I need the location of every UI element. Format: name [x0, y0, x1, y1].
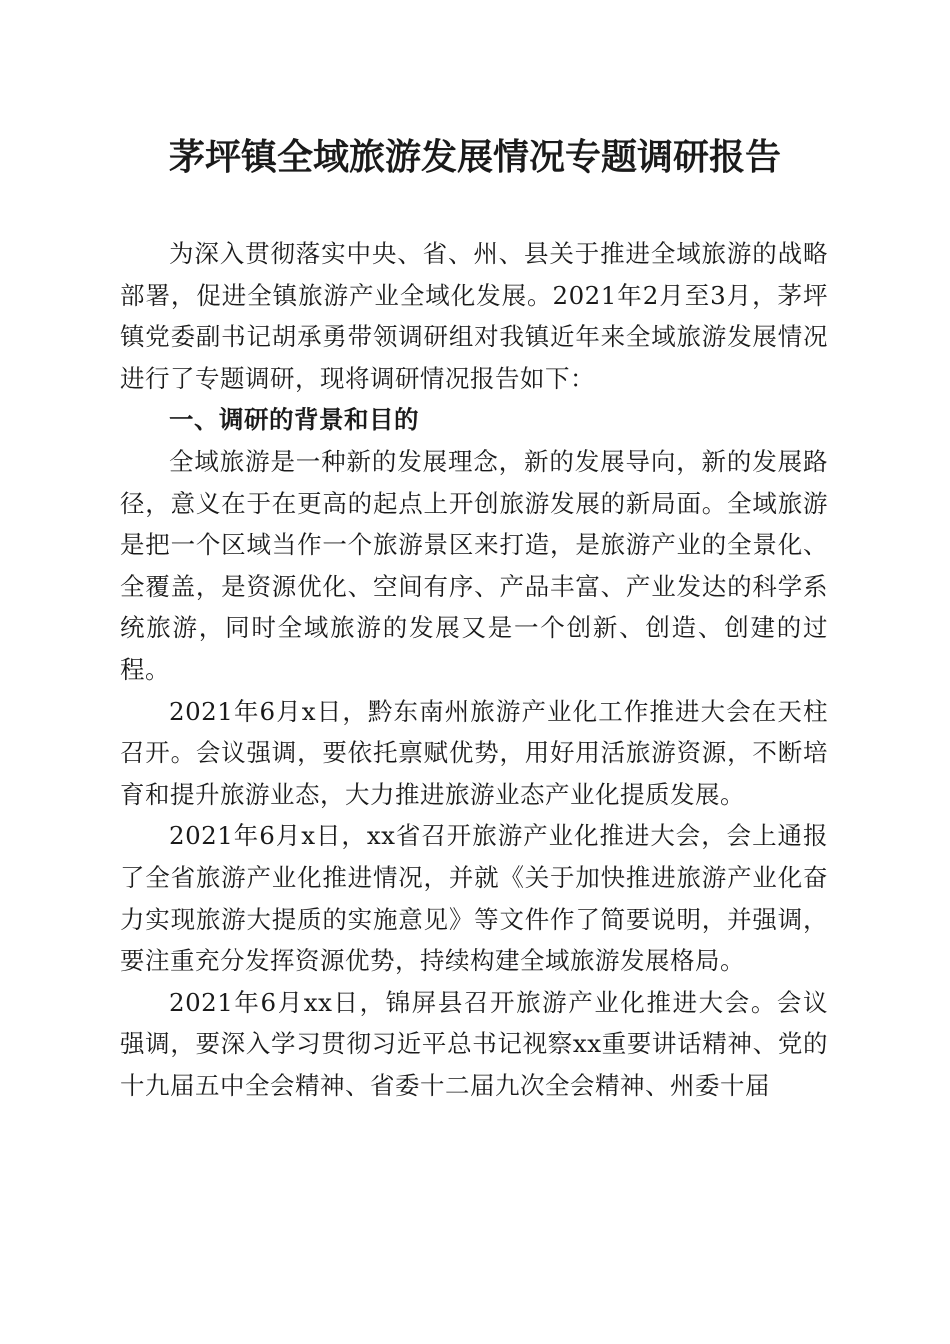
paragraph-prefecture-meeting: 2021年6月x日，黔东南州旅游产业化工作推进大会在天柱召开。会议强调，要依托禀赋优势，用好用活旅游资源，不断培育和提升旅游业态，大力推进旅游业态产业化提质发展。: [120, 696, 828, 809]
paragraph-county-meeting: 2021年6月xx日，锦屏县召开旅游产业化推进大会。会议强调，要深入学习贯彻习近平总书记视察xx重要讲话精神、党的十九届五中全会精神、省委十二届九次全会精神、州委十届: [120, 987, 828, 1100]
document-title: 茅坪镇全域旅游发展情况专题调研报告: [168, 136, 781, 178]
paragraph-province-meeting: 2021年6月x日，xx省召开旅游产业化推进大会，会上通报了全省旅游产业化推进情况，并就《关于加快推进旅游产业化奋力实现旅游大提质的实施意见》等文件作了简要说明，并强调，要注重充分发挥资源优势，持续构建全域旅游发展格局。: [120, 821, 828, 976]
section-heading: 一、调研的背景和目的: [169, 405, 419, 435]
document-body: [120, 233, 828, 1106]
paragraph-definition: 全域旅游是一种新的发展理念，新的发展导向，新的发展路径，意义在于在更高的起点上开创旅游发展的新局面。全域旅游是把一个区域当作一个旅游景区来打造，是旅游产业的全景化、全覆盖，是资源优化、空间有序、产品丰富、产业发达的科学系统旅游，同时全域旅游的发展又是一个创新、创造、创建的过程。: [120, 446, 828, 684]
intro-paragraph: 为深入贯彻落实中央、省、州、县关于推进全域旅游的战略部署，促进全镇旅游产业全域化发展。2021年2月至3月，茅坪镇党委副书记胡承勇带领调研组对我镇近年来全域旅游发展情况进行了专题调研，现将调研情况报告如下：: [120, 239, 828, 393]
